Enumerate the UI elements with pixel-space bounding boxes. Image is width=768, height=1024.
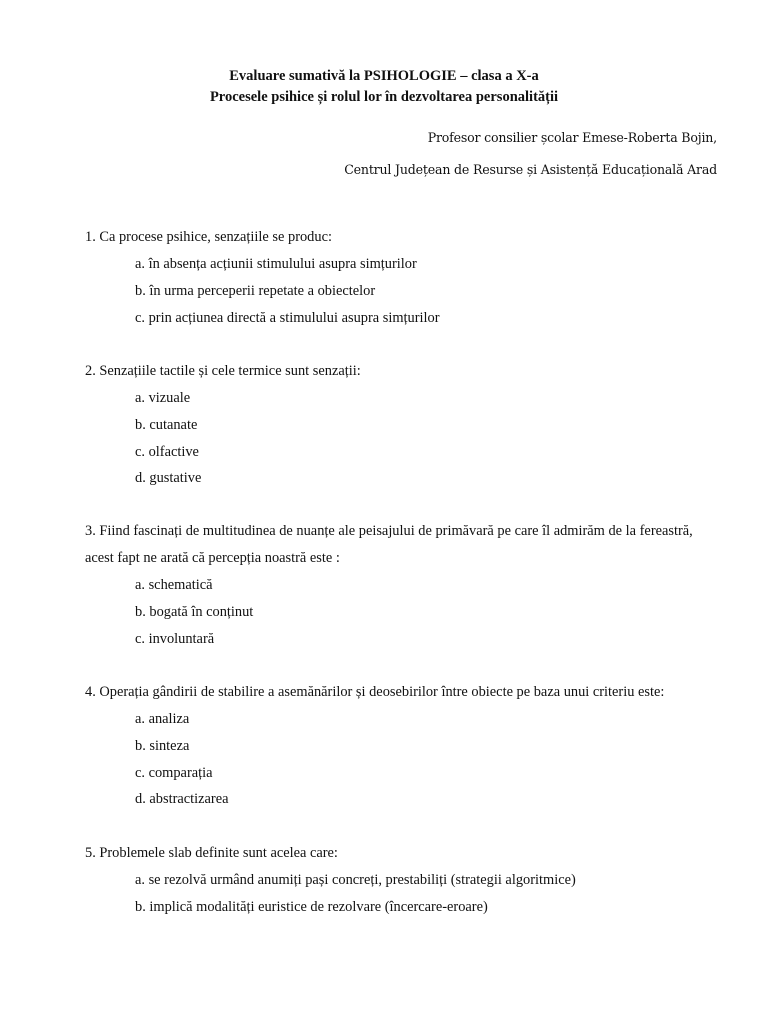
question-text: 2. Senzațiile tactile și cele termice sunt senzații:	[85, 363, 361, 379]
author-name: Profesor consilier școlar Emese-Roberta Bojin,	[427, 130, 717, 145]
option-c: c. comparația	[135, 764, 213, 781]
document-title: Evaluare sumativă la PSIHOLOGIE – clasa a X-a	[229, 68, 539, 84]
question-5	[85, 840, 725, 921]
question-3	[85, 518, 725, 652]
option-d: d. gustative	[135, 470, 202, 487]
options-list	[85, 572, 725, 652]
question-text: 3. Fiind fascinați de multitudinea de nuanțe ale peisajului de primăvară pe care îl admirăm de la fereastră,	[85, 523, 693, 539]
option-a: a. analiza	[135, 711, 190, 727]
question-text-continued: acest fapt ne arată că percepția noastră este :	[85, 550, 340, 566]
options-list	[85, 867, 725, 921]
question-text: 4. Operația gândirii de stabilire a asemănărilor și deosebirilor între obiecte pe baza unui criteriu este:	[85, 684, 665, 700]
options-list	[85, 706, 725, 813]
option-b: b. sinteza	[135, 737, 190, 754]
question-text: 1. Ca procese psihice, senzațiile se produc:	[85, 229, 332, 245]
option-a: a. se rezolvă urmând anumiți pași concreți, prestabiliți (strategii algoritmice)	[135, 872, 576, 888]
author-institution: Centrul Județean de Resurse și Asistență Educațională Arad	[344, 162, 717, 177]
document-subtitle: Procesele psihice și rolul lor în dezvoltarea personalității	[209, 89, 559, 105]
option-b: b. cutanate	[135, 416, 198, 433]
option-b: b. în urma perceperii repetate a obiectelor	[135, 282, 376, 299]
option-a: a. în absența acțiunii stimulului asupra simțurilor	[135, 256, 417, 272]
question-4	[85, 679, 725, 813]
option-c: c. prin acțiunea directă a stimulului asupra simțurilor	[135, 309, 440, 326]
option-b: b. bogată în conținut	[135, 603, 254, 620]
option-c: c. olfactive	[135, 443, 199, 460]
option-a: a. schematică	[135, 577, 213, 593]
option-b: b. implică modalități euristice de rezolvare (încercare-eroare)	[135, 898, 488, 915]
question-2	[85, 358, 725, 492]
question-1	[85, 224, 725, 331]
option-a: a. vizuale	[135, 390, 191, 406]
question-text: 5. Problemele slab definite sunt acelea care:	[85, 845, 338, 861]
options-list	[85, 251, 725, 331]
option-c: c. involuntară	[135, 630, 215, 647]
options-list	[85, 385, 725, 492]
option-d: d. abstractizarea	[135, 791, 229, 808]
